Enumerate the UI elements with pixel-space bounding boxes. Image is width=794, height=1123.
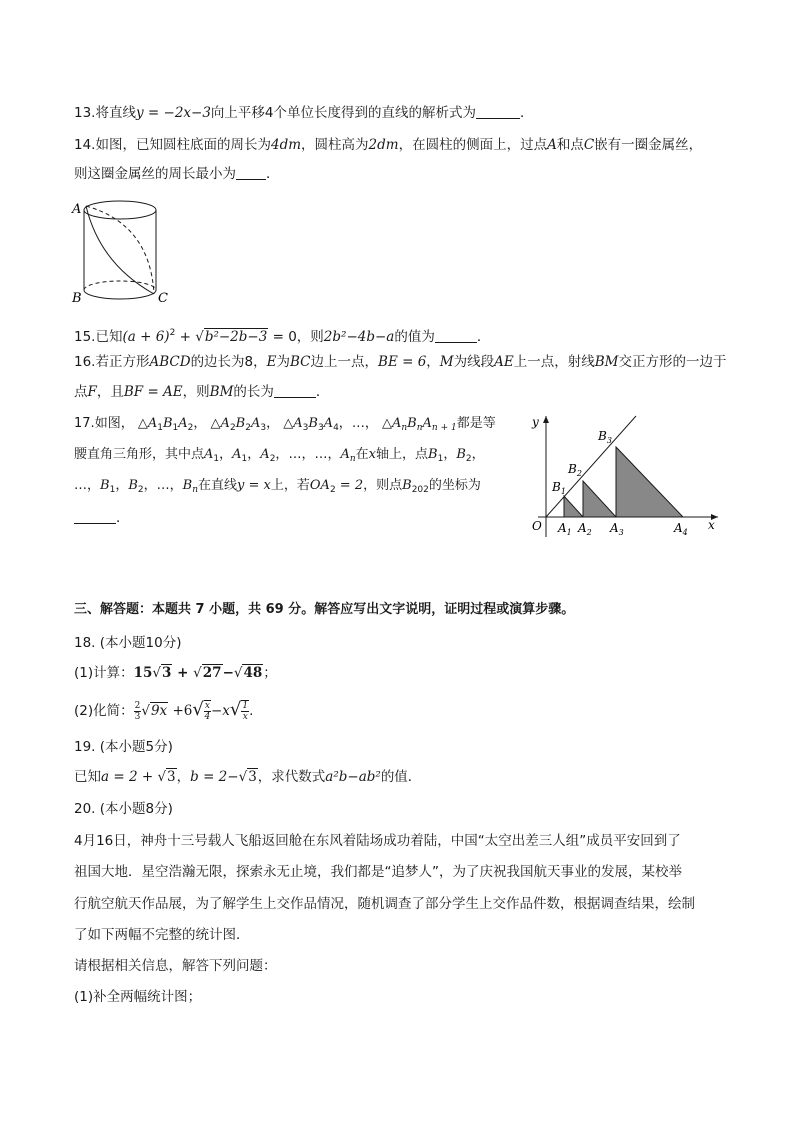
q17-line-2: 腰直角三角形，其中点$A_1$，$A_1$，$A_2$，…，…，$A_n$在x轴上，点$B_1$，$B_2$，: [74, 447, 485, 464]
cylinder-top-ellipse: [84, 201, 156, 219]
y-axis-arrow: [543, 416, 549, 423]
q18-part-2: (2)化简： $\frac{2}{3}$ √9x +6√ $\frac{x}{4}$ −x√ $\frac{1}{x}$ .: [74, 699, 254, 722]
q18-part-1: (1)计算：15√3 + √27−√48；: [74, 665, 277, 681]
section-3-title: 三、解答题：本题共 7 小题，共 69 分。解答应写出文字说明，证明过程或演算步骤。: [74, 602, 575, 617]
q20-para-5: 请根据相关信息，解答下列问题：: [74, 958, 277, 974]
q20-para-6: (1)补全两幅统计图；: [74, 989, 202, 1005]
q20-para-4: 了如下两幅不完整的统计图．: [74, 927, 250, 943]
q20-para-3: 行航空航天作品展，为了解学生上交作品情况，随机调查了部分学生上交作品件数，根据调查结果，绘制: [74, 896, 695, 912]
point-label-c: C: [158, 291, 168, 306]
answer-blank-17[interactable]: [74, 509, 116, 524]
q16-line-2: 点F，且BF = AE，则BM的长为 ．: [74, 384, 330, 400]
triangle-2: [583, 481, 616, 517]
q17-line-1: 17.如图， $\triangle A_1B_1A_2$， $\triangle A_2B_2A_3$， $\triangle A_3B_3A_4$，…， $\triangle A_nB_nA_{n + 1}$都是等: [74, 416, 496, 433]
q15-line: 15.已知$(a + 6)^2 + √b^2-2b-3 = 0$，则2b²−4b−a的值为 ．: [74, 328, 491, 345]
point-label-a: A: [72, 202, 82, 217]
q18-header: 18. (本小题10分): [74, 635, 182, 651]
axis-label-y: y: [532, 415, 539, 429]
q13-line: 13.将直线y = −2x−3向上平移4个单位长度得到的直线的解析式为 ．: [74, 105, 534, 121]
cylinder-figure: [70, 194, 180, 312]
label-a4: $A_4$: [674, 521, 688, 537]
axis-label-x: x: [708, 518, 715, 532]
q19-body: 已知a = 2 + √3，b = 2−√3，求代数式a²b−ab²的值．: [74, 769, 422, 785]
q20-header: 20. (本小题8分): [74, 801, 173, 817]
answer-blank-13[interactable]: [476, 104, 520, 119]
q17-line-3: …，$B_1$，$B_2$，…，$B_n$在直线y = x上，若$OA_2 = 2$，则点$B_{202}$的坐标为: [74, 478, 481, 495]
q14-line-1: 14.如图，已知圆柱底面的周长为4dm，圆柱高为2dm，在圆柱的侧面上，过点A和点C嵌有一圈金属丝，: [74, 137, 703, 153]
label-a1: $A_1$: [558, 521, 572, 537]
answer-blank-15[interactable]: [435, 328, 477, 343]
answer-blank-16[interactable]: [274, 383, 316, 398]
answer-blank-14[interactable]: [236, 165, 266, 180]
q14-line-2: 则这圈金属丝的周长最小为 ．: [74, 166, 280, 182]
cylinder-bottom-front: [84, 290, 156, 299]
q17-line-4: ．: [74, 508, 130, 528]
q16-line-1: 16.若正方形ABCD的边长为8，E为BC边上一点，BE = 6，M为线段AE上一点，射线BM交正方形的一边于: [74, 354, 727, 370]
q20-para-2: 祖国大地．星空浩瀚无限，探索永无止境，我们都是“追梦人”，为了庆祝我国航天事业的发展，某校举: [74, 864, 682, 880]
triangle-3: [616, 447, 683, 517]
q19-header: 19. (本小题5分): [74, 739, 173, 755]
label-b3: $B_3$: [598, 429, 612, 445]
triangles-figure: [528, 410, 724, 542]
label-b1: $B_1$: [552, 480, 566, 496]
label-a2: $A_2$: [578, 521, 592, 537]
q20-para-1: 4月16日，神舟十三号载人飞船返回舱在东风着陆场成功着陆，中国“太空出差三人组”成员平安回到了: [74, 833, 681, 849]
origin-label: O: [532, 519, 542, 533]
label-b2: $B_2$: [568, 462, 582, 478]
point-label-b: B: [72, 291, 82, 306]
label-a3: $A_3$: [610, 521, 624, 537]
triangle-1: [564, 496, 583, 517]
